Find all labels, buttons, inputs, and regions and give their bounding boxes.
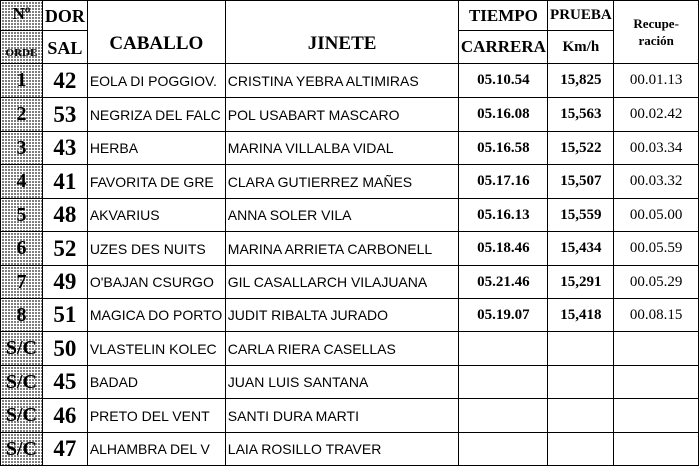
kmh-cell bbox=[548, 366, 614, 399]
recuperacion-cell bbox=[614, 433, 699, 466]
kmh-cell bbox=[548, 399, 614, 433]
header-prueba: PRUEBA bbox=[548, 1, 614, 31]
caballo-cell: NEGRIZA DEL FALC bbox=[87, 98, 225, 132]
recuperacion-cell: 00.03.32 bbox=[614, 165, 699, 199]
header-tiempo: TIEMPO bbox=[459, 1, 548, 31]
header-row-top bbox=[1, 1, 699, 31]
recuperacion-cell: 00.08.15 bbox=[614, 299, 699, 332]
recuperacion-cell: 00.05.29 bbox=[614, 266, 699, 299]
tiempo-cell bbox=[459, 433, 548, 466]
caballo-cell: PRETO DEL VENT bbox=[87, 399, 225, 433]
recuperacion-cell: 00.01.13 bbox=[614, 64, 699, 98]
caballo-cell: MAGICA DO PORTO bbox=[87, 299, 225, 332]
caballo-cell: FAVORITA DE GRE bbox=[87, 165, 225, 199]
caballo-cell: ALHAMBRA DEL V bbox=[87, 433, 225, 466]
kmh-cell: 15,291 bbox=[548, 266, 614, 299]
caballo-cell: EOLA DI POGGIOV. bbox=[87, 64, 225, 98]
table-row bbox=[1, 232, 699, 266]
kmh-cell: 15,434 bbox=[548, 232, 614, 266]
caballo-cell: O'BAJAN CSURGO bbox=[87, 266, 225, 299]
dorsal-cell: 48 bbox=[42, 199, 87, 232]
tiempo-cell bbox=[459, 332, 548, 366]
jinete-cell: MARINA ARRIETA CARBONELL bbox=[225, 232, 459, 266]
jinete-cell: GIL CASALLARCH VILAJUANA bbox=[225, 266, 459, 299]
orden-cell: 2 bbox=[1, 98, 43, 132]
jinete-cell: MARINA VILLALBA VIDAL bbox=[225, 132, 459, 165]
jinete-cell: JUAN LUIS SANTANA bbox=[225, 366, 459, 399]
orden-cell: 5 bbox=[1, 199, 43, 232]
kmh-cell: 15,563 bbox=[548, 98, 614, 132]
table-row bbox=[1, 165, 699, 199]
dorsal-cell: 51 bbox=[42, 299, 87, 332]
header-dor: DOR bbox=[42, 1, 87, 31]
tiempo-cell: 05.10.54 bbox=[459, 64, 548, 98]
kmh-cell: 15,418 bbox=[548, 299, 614, 332]
table-row bbox=[1, 433, 699, 466]
jinete-cell: CARLA RIERA CASELLAS bbox=[225, 332, 459, 366]
jinete-cell: ANNA SOLER VILA bbox=[225, 199, 459, 232]
caballo-cell: HERBA bbox=[87, 132, 225, 165]
table-row bbox=[1, 98, 699, 132]
kmh-cell bbox=[548, 433, 614, 466]
header-orde: ORDE bbox=[1, 31, 43, 64]
recuperacion-cell: 00.05.00 bbox=[614, 199, 699, 232]
dorsal-cell: 47 bbox=[42, 433, 87, 466]
table-row bbox=[1, 299, 699, 332]
table-row bbox=[1, 399, 699, 433]
orden-cell: 3 bbox=[1, 132, 43, 165]
kmh-cell bbox=[548, 332, 614, 366]
jinete-cell: POL USABART MASCARO bbox=[225, 98, 459, 132]
jinete-cell: LAIA ROSILLO TRAVER bbox=[225, 433, 459, 466]
dorsal-cell: 50 bbox=[42, 332, 87, 366]
dorsal-cell: 45 bbox=[42, 366, 87, 399]
tiempo-cell bbox=[459, 399, 548, 433]
tiempo-cell: 05.17.16 bbox=[459, 165, 548, 199]
orden-cell: 7 bbox=[1, 266, 43, 299]
tiempo-cell bbox=[459, 366, 548, 399]
table-row bbox=[1, 266, 699, 299]
recuperacion-cell: 00.05.59 bbox=[614, 232, 699, 266]
orden-cell: S/C bbox=[1, 433, 43, 466]
header-kmh: Km/h bbox=[548, 31, 614, 64]
table-row bbox=[1, 366, 699, 399]
kmh-cell: 15,825 bbox=[548, 64, 614, 98]
dorsal-cell: 42 bbox=[42, 64, 87, 98]
dorsal-cell: 46 bbox=[42, 399, 87, 433]
orden-cell: S/C bbox=[1, 366, 43, 399]
tiempo-cell: 05.19.07 bbox=[459, 299, 548, 332]
tiempo-cell: 05.16.58 bbox=[459, 132, 548, 165]
orden-cell: S/C bbox=[1, 332, 43, 366]
caballo-cell: BADAD bbox=[87, 366, 225, 399]
orden-cell: 4 bbox=[1, 165, 43, 199]
dorsal-cell: 43 bbox=[42, 132, 87, 165]
tiempo-cell: 05.16.13 bbox=[459, 199, 548, 232]
table-row bbox=[1, 332, 699, 366]
table-row bbox=[1, 132, 699, 165]
dorsal-cell: 52 bbox=[42, 232, 87, 266]
header-recuperacion-line1: Recupe- bbox=[633, 16, 679, 31]
dorsal-cell: 53 bbox=[42, 98, 87, 132]
jinete-cell: CRISTINA YEBRA ALTIMIRAS bbox=[225, 64, 459, 98]
dorsal-cell: 49 bbox=[42, 266, 87, 299]
dorsal-cell: 41 bbox=[42, 165, 87, 199]
tiempo-cell: 05.16.08 bbox=[459, 98, 548, 132]
recuperacion-cell: 00.02.42 bbox=[614, 98, 699, 132]
tiempo-cell: 05.21.46 bbox=[459, 266, 548, 299]
caballo-cell: UZES DES NUITS bbox=[87, 232, 225, 266]
header-recuperacion bbox=[614, 1, 699, 64]
header-recuperacion-line2: ración bbox=[638, 33, 674, 48]
table-row bbox=[1, 64, 699, 98]
header-carrera: CARRERA bbox=[459, 31, 548, 64]
header-no: Nº bbox=[1, 1, 43, 31]
orden-cell: 8 bbox=[1, 299, 43, 332]
table-row bbox=[1, 199, 699, 232]
recuperacion-cell bbox=[614, 399, 699, 433]
kmh-cell: 15,559 bbox=[548, 199, 614, 232]
kmh-cell: 15,507 bbox=[548, 165, 614, 199]
recuperacion-cell bbox=[614, 332, 699, 366]
kmh-cell: 15,522 bbox=[548, 132, 614, 165]
recuperacion-cell: 00.03.34 bbox=[614, 132, 699, 165]
orden-cell: 6 bbox=[1, 232, 43, 266]
recuperacion-cell bbox=[614, 366, 699, 399]
header-sal: SAL bbox=[42, 31, 87, 64]
jinete-cell: CLARA GUTIERREZ MAÑES bbox=[225, 165, 459, 199]
tiempo-cell: 05.18.46 bbox=[459, 232, 548, 266]
orden-cell: 1 bbox=[1, 64, 43, 98]
caballo-cell: AKVARIUS bbox=[87, 199, 225, 232]
jinete-cell: JUDIT RIBALTA JURADO bbox=[225, 299, 459, 332]
orden-cell: S/C bbox=[1, 399, 43, 433]
header-caballo: CABALLO bbox=[87, 1, 225, 64]
jinete-cell: SANTI DURA MARTI bbox=[225, 399, 459, 433]
header-jinete: JINETE bbox=[225, 1, 459, 64]
caballo-cell: VLASTELIN KOLEC bbox=[87, 332, 225, 366]
